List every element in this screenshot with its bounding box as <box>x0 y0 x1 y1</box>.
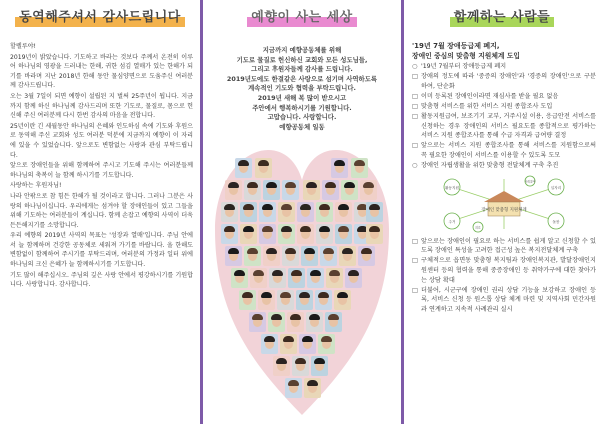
hair-shape <box>338 226 349 232</box>
photo-heart-collage <box>213 140 391 420</box>
member-photo <box>351 158 368 178</box>
member-photo <box>339 246 356 266</box>
hair-shape <box>238 160 249 166</box>
bullet-mark: □ <box>412 237 418 245</box>
hair-shape <box>328 314 339 320</box>
hair-shape <box>247 248 258 254</box>
paragraph: 오는 3월 7일이 되면 예향이 설립된 지 벌써 25주년이 됩니다. 지금까지 함께 하신 하나님께 감사드리며 또한 기도로, 물질로, 몸으로 헌신해 주신 여러분께 다시 한번 감사의 마음을 전합니다. <box>10 92 193 120</box>
list-item-text: 활동지원급여, 보조기기 교부, 거주시설 이용, 응급안전 서비스를 신청하는 경우 장애인의 서비스 필요도를 종합적으로 평가하는 서비스 지원 종합조사를 통해 수급 자격과 급여량 결정 <box>421 113 596 140</box>
member-photo <box>225 180 242 200</box>
hair-shape <box>314 358 325 364</box>
left-title: 동역해주셔서 감사드립니다 <box>15 7 185 29</box>
hair-shape <box>288 380 299 386</box>
member-photo <box>225 246 242 266</box>
right-title: 함께하는 사람들 <box>450 7 554 29</box>
hair-shape <box>228 182 239 188</box>
greeting-line: 2019년 새해 복 많이 받으시고 <box>257 93 347 102</box>
list-item <box>412 256 596 285</box>
bullet-mark: ○ <box>412 162 418 170</box>
member-photo <box>297 224 314 244</box>
member-photo <box>360 180 377 200</box>
greeting-line: 2019년도에도 한결같은 사랑으로 섬기며 사역하도록 <box>226 74 378 83</box>
list-item-text: 더불어, 시군구에 장애인 권리 상담 기능을 보강하고 장애인 등록, 서비스 신청 등 원스톱 상담 체계 마련 및 지역사회 민간자원과 연계하고 지속적 사례관리 실시 <box>421 286 596 313</box>
member-photo <box>316 224 333 244</box>
hair-shape <box>283 336 294 342</box>
list-item-text: 이미 등록된 장애인이라면 재심사를 받을 필요 없음 <box>421 92 559 100</box>
member-photo <box>325 312 342 332</box>
bullet-mark: □ <box>412 92 418 100</box>
hair-shape <box>299 292 310 298</box>
hair-shape <box>271 314 282 320</box>
hair-shape <box>224 226 235 232</box>
diagram-node-label: 주거 <box>448 219 456 224</box>
hair-shape <box>369 226 380 232</box>
member-photo <box>259 224 276 244</box>
member-photo <box>366 202 383 222</box>
bullet-mark: □ <box>412 257 418 265</box>
hair-shape <box>262 204 273 210</box>
member-photo <box>318 334 335 354</box>
diagram-center-label: 장애인 맞춤형 지원체계 <box>481 207 527 213</box>
left-title-row <box>0 6 200 30</box>
member-photo <box>277 290 294 310</box>
right-body <box>412 42 596 315</box>
hair-shape <box>344 182 355 188</box>
paragraph: 기도 많이 해주십시오. 주님의 깊은 사랑 안에서 평강하시기를 기원합니다. 사랑합니다. 감사합니다. <box>10 271 193 289</box>
member-photo <box>326 268 343 288</box>
diagram-node-label: 의료 <box>475 225 481 230</box>
bullet-mark: ○ <box>412 63 418 71</box>
list-item-text: 장애인 자립생활을 위한 맞춤형 전달체계 구축 추진 <box>421 162 559 170</box>
bullet-mark: □ <box>412 142 418 150</box>
hair-shape <box>302 336 313 342</box>
paragraph: 25년이란 긴 세월동안 하나님의 은혜와 인도하심 속에 기도와 후원으로 동역해 주신 교회와 성도 여러분 덕분에 지금까지 예향이 이 자리에 있을 수 있었습니다. 앞으로도 변함없는 사랑과 관심 부탁드립니다. <box>10 122 193 159</box>
hair-shape <box>309 314 320 320</box>
member-photo <box>303 180 320 200</box>
hair-shape <box>242 292 253 298</box>
middle-column <box>203 0 401 424</box>
left-body <box>10 42 193 291</box>
list-item <box>412 237 596 256</box>
member-photo <box>366 224 383 244</box>
hair-shape <box>295 358 306 364</box>
paragraph: 우리 예향의 2019년 사역의 목표는 '성장과 열매'입니다. 주님 안에서 늘 함께하며 건강한 공동체로 세워져 가기를 바랍니다. 올 한해도 변함없이 함께하여 주시기를 부탁드리며, 여러분의 가정과 일터 위에 하나님의 크신 은혜가 늘 함께하시기를 기도합니다. <box>10 232 193 269</box>
hair-shape <box>234 270 245 276</box>
greeting-line: 지금까지 예향공동체를 위해 <box>262 46 342 54</box>
member-photo <box>278 224 295 244</box>
bullet-mark: □ <box>412 103 418 111</box>
member-photo <box>240 202 257 222</box>
member-photo <box>335 224 352 244</box>
greeting-signature: 예향공동체 일동 <box>279 122 325 131</box>
hair-shape <box>310 270 321 276</box>
list-item-text: 장애의 정도에 따라 '중증의 장애인'과 '경증의 장애인'으로 구분하여, 단순화 <box>421 73 596 90</box>
greeting-line: 고맙습니다. 사랑합니다. <box>267 113 337 122</box>
member-photo <box>261 334 278 354</box>
hair-shape <box>348 270 359 276</box>
support-system-diagram <box>412 175 596 233</box>
hair-shape <box>281 226 292 232</box>
hair-shape <box>306 182 317 188</box>
member-photo <box>263 180 280 200</box>
middle-title-row <box>203 6 401 30</box>
right-title-row <box>404 6 600 30</box>
hair-shape <box>261 292 272 298</box>
list-item <box>412 161 596 171</box>
member-photo <box>263 246 280 266</box>
hair-shape <box>228 248 239 254</box>
hair-shape <box>243 226 254 232</box>
member-photo <box>292 356 309 376</box>
hair-shape <box>224 204 235 210</box>
hair-shape <box>266 182 277 188</box>
list-item <box>412 112 596 141</box>
diagram-graphic <box>412 175 596 233</box>
member-photo <box>320 246 337 266</box>
paragraph: 사랑하는 후원자님! <box>10 182 62 190</box>
member-photo <box>288 268 305 288</box>
bullet-mark: □ <box>412 286 418 294</box>
hair-shape <box>285 248 296 254</box>
member-photo <box>304 378 321 398</box>
member-photo <box>331 158 348 178</box>
left-column <box>0 0 200 424</box>
hair-shape <box>361 248 372 254</box>
member-photo <box>345 268 362 288</box>
paragraph: 앞으로 장애인들을 위해 함께하여 주시고 기도해 주시는 여러분들께 하나님의 축복이 늘 함께 하시기를 기도합니다. <box>10 162 193 179</box>
member-photo <box>306 312 323 332</box>
hair-shape <box>369 204 380 210</box>
member-photo <box>334 290 351 310</box>
member-photo <box>311 356 328 376</box>
member-photo <box>258 290 275 310</box>
member-photo <box>240 224 257 244</box>
hair-shape <box>323 248 334 254</box>
list-item-text: 앞으로는 서비스 지원 종합조사를 통해 서비스를 지원함으로써 꼭 필요한 장애인이 서비스를 이용할 수 있도록 도모 <box>421 142 596 160</box>
list-item <box>412 92 596 102</box>
paragraph: 할렐루야! <box>10 43 36 50</box>
paragraph: 2019년이 밝았습니다. 기도하고 바라는 것보다 주께서 온전히 이루어 하나님의 영광을 드러내는 한해, 귀한 섬김 열매가 있는 한해가 되기를 바라며 지난 2018년 한해 동안 물심양면으로 도움주신 여러분께 감사드립니다. <box>10 53 193 90</box>
greeting-line: 그리고 후원자들께 감사를 드립니다. <box>251 65 353 74</box>
member-photo <box>273 356 290 376</box>
hair-shape <box>252 314 263 320</box>
member-photo <box>335 202 352 222</box>
member-photo <box>301 246 318 266</box>
member-photo <box>282 246 299 266</box>
right-column <box>404 0 600 424</box>
member-photo <box>341 180 358 200</box>
list-item-text: '19년 7월부터 장애등급제 폐지 <box>421 63 507 71</box>
hair-shape <box>321 336 332 342</box>
member-photo <box>296 290 313 310</box>
hair-shape <box>363 182 374 188</box>
member-photo <box>235 158 252 178</box>
paragraph: 나라 안팎으로 참 힘든 한해가 될 것이라고 합니다. 그러나 그분은 사랑의 하나님이십니다. 우리에게는 섬겨야 할 장애인들이 있고 그들을 위해 기도하는 여러분들이 계십니다. 함께 손잡고 예향의 사역이 더욱 든든해지기를 소망합니다. <box>10 192 193 229</box>
member-photo <box>244 180 261 200</box>
hair-shape <box>243 204 254 210</box>
hair-shape <box>334 160 345 166</box>
member-photo <box>358 246 375 266</box>
list-item <box>412 72 596 91</box>
member-photo <box>250 268 267 288</box>
member-photo <box>307 268 324 288</box>
list-item-text: 구체적으로 읍면동 맞춤형 복지팀과 장애인복지관, 발달장애인지원센터 등의 협력을 통해 중증장애인 등 취약가구에 대한 찾아가는 상담 확대 <box>421 257 596 284</box>
hair-shape <box>300 226 311 232</box>
hair-shape <box>272 270 283 276</box>
diagram-node-label: 활동지원 <box>445 185 459 190</box>
member-photo <box>231 268 248 288</box>
hair-shape <box>253 270 264 276</box>
list-item-text: 맞춤형 서비스를 위한 서비스 지원 종합조사 도입 <box>421 103 553 111</box>
hair-shape <box>325 182 336 188</box>
member-photo <box>255 158 272 178</box>
list-item <box>412 141 596 160</box>
hair-shape <box>304 248 315 254</box>
bullet-mark: □ <box>412 113 418 121</box>
hair-shape <box>285 182 296 188</box>
list-item <box>412 102 596 112</box>
member-photo <box>299 334 316 354</box>
hair-shape <box>290 314 301 320</box>
hair-shape <box>342 248 353 254</box>
greeting-line: 주안에서 행복하시기를 기원합니다. <box>252 103 352 112</box>
hair-shape <box>280 292 291 298</box>
hair-shape <box>264 336 275 342</box>
member-photo <box>278 202 295 222</box>
list-item <box>412 286 596 315</box>
member-photo <box>322 180 339 200</box>
hair-shape <box>281 204 292 210</box>
member-photo <box>244 246 261 266</box>
hair-shape <box>247 182 258 188</box>
member-photo <box>221 224 238 244</box>
hair-shape <box>291 270 302 276</box>
hair-shape <box>319 226 330 232</box>
list-item <box>412 62 596 72</box>
hair-shape <box>276 358 287 364</box>
hair-shape <box>318 292 329 298</box>
hair-shape <box>258 160 269 166</box>
member-photo <box>269 268 286 288</box>
middle-title: 예향이 사는 세상 <box>247 7 356 29</box>
hair-shape <box>337 292 348 298</box>
member-photo <box>285 378 302 398</box>
hair-shape <box>338 204 349 210</box>
member-photo <box>259 202 276 222</box>
bullet-mark: □ <box>412 73 418 81</box>
diagram-node-label: 돌봄 <box>552 219 560 224</box>
diagram-node-label: 일자리 <box>550 185 562 190</box>
member-photo <box>316 202 333 222</box>
member-photo <box>249 312 266 332</box>
hair-shape <box>319 204 330 210</box>
member-photo <box>282 180 299 200</box>
hair-shape <box>329 270 340 276</box>
member-photo <box>268 312 285 332</box>
member-photo <box>287 312 304 332</box>
diagram-node-label: 사회참여 <box>524 179 536 184</box>
greeting-line: 기도로 물질로 헌신하신 교회와 모든 성도님들, <box>236 55 368 64</box>
member-photo <box>239 290 256 310</box>
hair-shape <box>300 204 311 210</box>
member-photo <box>221 202 238 222</box>
member-photo <box>297 202 314 222</box>
hair-shape <box>262 226 273 232</box>
member-photo <box>280 334 297 354</box>
policy-subheading: 장애인 중심의 맞춤형 지원체계 도입 <box>412 51 520 60</box>
hair-shape <box>307 380 318 386</box>
hair-shape <box>354 160 365 166</box>
hair-shape <box>266 248 277 254</box>
member-photo <box>315 290 332 310</box>
list-item-text: 앞으로는 장애인이 필요로 하는 서비스를 쉽게 알고 신청할 수 있도록 장애인 특성을 고려한 접근성 높은 복지전달체계 구축 <box>421 237 596 255</box>
greeting-line: 계속적인 기도와 협력을 부탁드립니다. <box>248 84 356 93</box>
policy-heading: '19년 7월 장애등급제 폐지, <box>412 42 500 50</box>
greeting-message <box>203 46 401 132</box>
